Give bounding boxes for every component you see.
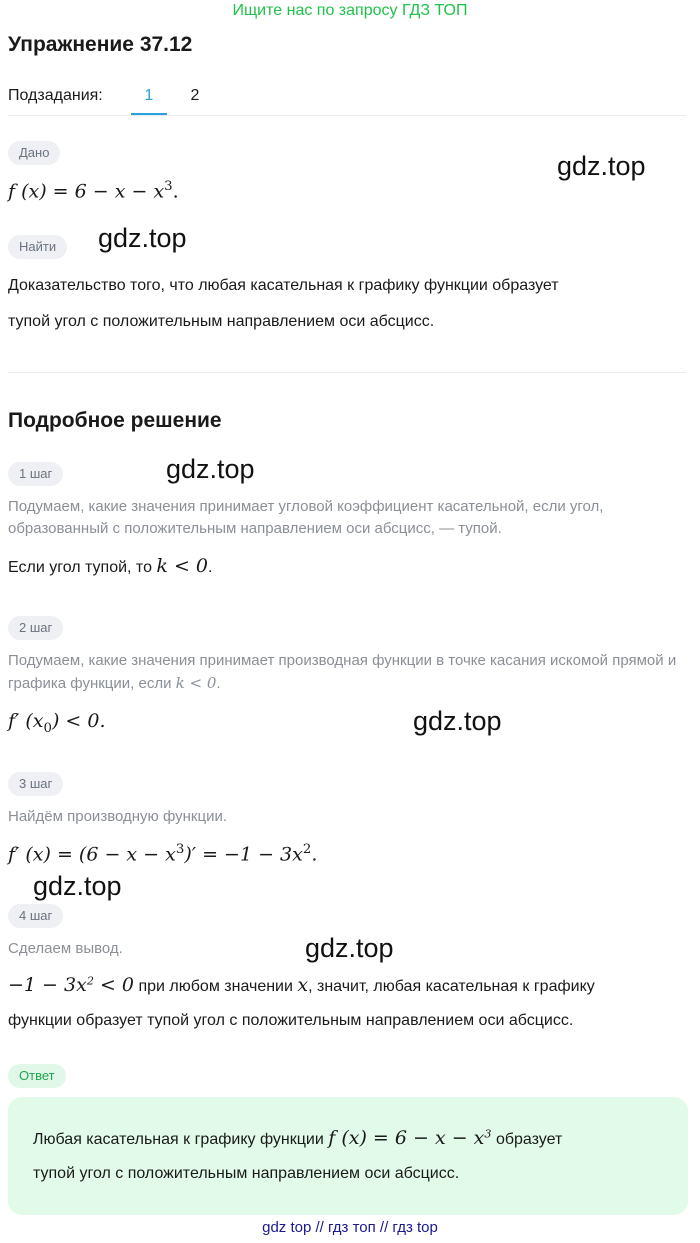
step-2-chip: 2 шаг: [8, 616, 63, 640]
find-text-line-2: тупой угол с положительным направлением оси абсцисс.: [8, 313, 435, 330]
watermark: gdz.top: [98, 223, 187, 253]
search-banner: Ищите нас по запросу ГДЗ ТОП: [232, 2, 468, 19]
footer-links: gdz top // гдз топ // гдз top: [262, 1219, 438, 1236]
divider: [8, 372, 686, 373]
step-3-formula: f′ $(x) = (6 - x - x^3)' = -1 - 3x^2$.: [8, 842, 318, 866]
answer-text-line-1: Любая касательная к графику функции f $(x) = 6 - x - x^3$ образует: [33, 1127, 563, 1149]
step-2-formula: f′ $(x_0) < 0$.: [8, 710, 106, 736]
subtasks-label: Подзадания:: [8, 87, 103, 104]
answer-box: [8, 1097, 688, 1215]
step-3-hint: Найдём производную функции.: [8, 808, 227, 825]
watermark: gdz.top: [413, 706, 502, 736]
page-title: Упражнение 37.12: [8, 33, 193, 56]
watermark: gdz.top: [305, 933, 394, 963]
step-3-chip: 3 шаг: [8, 772, 63, 796]
find-chip: Найти: [8, 235, 67, 259]
find-text-line-1: Доказательство того, что любая касательная к графику функции образует: [8, 277, 559, 294]
step-1-hint: Подумаем, какие значения принимает угловой коэффициент касательной, если угол, образованный с положительным направлением оси абсцисс, — тупой.: [8, 498, 604, 537]
subtask-tab-2[interactable]: 2: [190, 87, 200, 104]
given-formula: f $(x) = 6 - x - x^3$.: [8, 179, 179, 203]
solution-title: Подробное решение: [8, 409, 222, 432]
answer-chip: Ответ: [8, 1064, 66, 1088]
watermark: gdz.top: [557, 151, 646, 181]
step-1-chip: 1 шаг: [8, 462, 63, 486]
given-chip: Дано: [8, 141, 60, 165]
watermark: gdz.top: [166, 454, 255, 484]
step-4-hint: Сделаем вывод.: [8, 940, 123, 957]
step-1-text: Если угол тупой, то k < 0.: [8, 555, 213, 577]
divider: [8, 115, 686, 116]
watermark: gdz.top: [33, 871, 122, 901]
step-4-chip: 4 шаг: [8, 904, 63, 928]
subtask-tab-1[interactable]: 1: [144, 87, 154, 104]
step-4-text-line-2: функции образует тупой угол с положительным направлением оси абсцисс.: [8, 1012, 574, 1029]
answer-text-line-2: тупой угол с положительным направлением оси абсцисс.: [33, 1165, 460, 1182]
step-4-text-line-1: $-1 - 3x^2 < 0$ при любом значении x, значит, любая касательная к графику: [8, 974, 595, 996]
step-2-hint: Подумаем, какие значения принимает производная функции в точке касания искомой прямой и графика функции, если k < 0.: [8, 652, 677, 692]
